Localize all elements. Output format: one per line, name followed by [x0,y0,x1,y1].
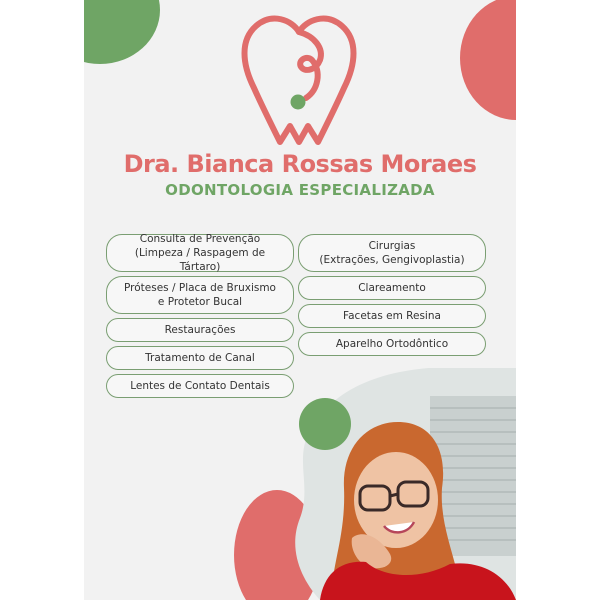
service-pill: Próteses / Placa de Bruxismo e Protetor Bucal [106,276,294,314]
service-pill: Aparelho Ortodôntico [298,332,486,356]
service-pill: Clareamento [298,276,486,300]
decor-circle-green-top-left [84,0,160,64]
flyer [84,0,516,600]
service-pill: Cirurgias (Extrações, Gengivoplastia) [298,234,486,272]
service-pill: Consulta de Prevenção (Limpeza / Raspagem de Tártaro) [106,234,294,272]
doctor-photo [280,368,516,600]
service-pill: Lentes de Contato Dentais [106,374,294,398]
tooth-heart-icon [236,14,362,150]
service-pill: Facetas em Resina [298,304,486,328]
service-pill: Tratamento de Canal [106,346,294,370]
doctor-name: Dra. Bianca Rossas Moraes [123,150,477,178]
specialty-subtitle: ODONTOLOGIA ESPECIALIZADA [165,181,435,199]
service-pill: Restaurações [106,318,294,342]
decor-circle-coral-top-right [460,0,516,120]
